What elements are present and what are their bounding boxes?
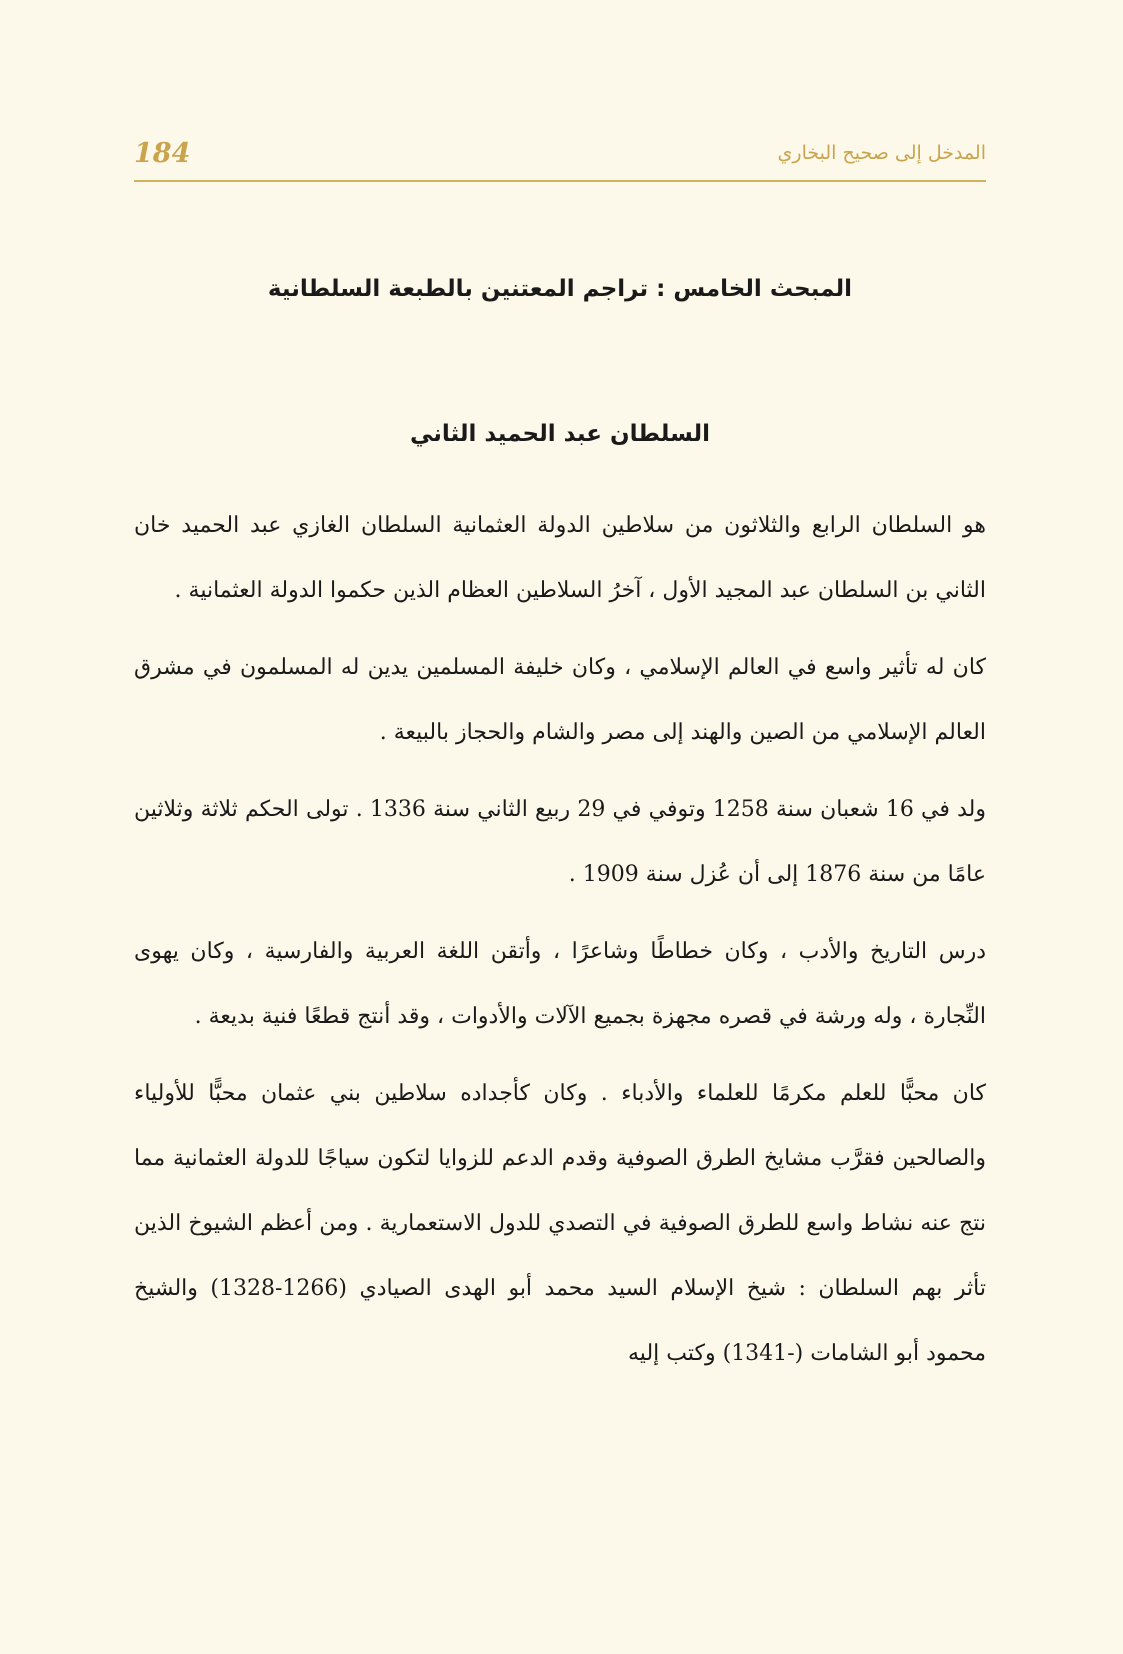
book-page	[134, 0, 986, 1654]
section-title: المبحث الخامس : تراجم المعتنين بالطبعة السلطانية	[267, 276, 853, 302]
person-title: السلطان عبد الحميد الثاني	[409, 421, 711, 447]
body-text	[134, 493, 986, 1398]
running-header	[134, 134, 986, 182]
book-title: المدخل إلى صحيح البخاري	[777, 142, 986, 164]
paragraph-intro: هو السلطان الرابع والثلاثون من سلاطين الدولة العثمانية السلطان الغازي عبد الحميد خان الثاني بن السلطان عبد المجيد الأول ، آخرُ السلاطين العظام الذين حكموا الدولة العثمانية .	[134, 513, 986, 603]
paragraph-scholars: كان محبًّا للعلم مكرمًا للعلماء والأدباء . وكان كأجداده سلاطين بني عثمان محبًّا للأولياء والصالحين فقرَّب مشايخ الطرق الصوفية وقدم الدعم للزوايا لتكون سياجًا للدولة العثمانية مما نتج عنه نشاط واسع للطرق الصوفية في التصدي للدول الاستعمارية . ومن أعظم الشيوخ الذين تأثر بهم السلطان : شيخ الإسلام السيد محمد أبو الهدى الصيادي (1266-1328) والشيخ محمود أبو الشامات (-1341) وكتب إليه	[134, 1081, 986, 1366]
paragraph-influence: كان له تأثير واسع في العالم الإسلامي ، وكان خليفة المسلمين يدين له المسلمون في مشرق العالم الإسلامي من الصين والهند إلى مصر والشام والحجاز بالبيعة .	[134, 655, 986, 745]
paragraph-dates: ولد في 16 شعبان سنة 1258 وتوفي في 29 ربيع الثاني سنة 1336 . تولى الحكم ثلاثة وثلاثين عامًا من سنة 1876 إلى أن عُزل سنة 1909 .	[134, 797, 986, 887]
paragraph-education: درس التاريخ والأدب ، وكان خطاطًا وشاعرًا ، وأتقن اللغة العربية والفارسية ، وكان يهوى النِّجارة ، وله ورشة في قصره مجهزة بجميع الآلات والأدوات ، وقد أنتج قطعًا فنية بديعة .	[134, 939, 986, 1029]
page-number: 184	[134, 138, 191, 169]
